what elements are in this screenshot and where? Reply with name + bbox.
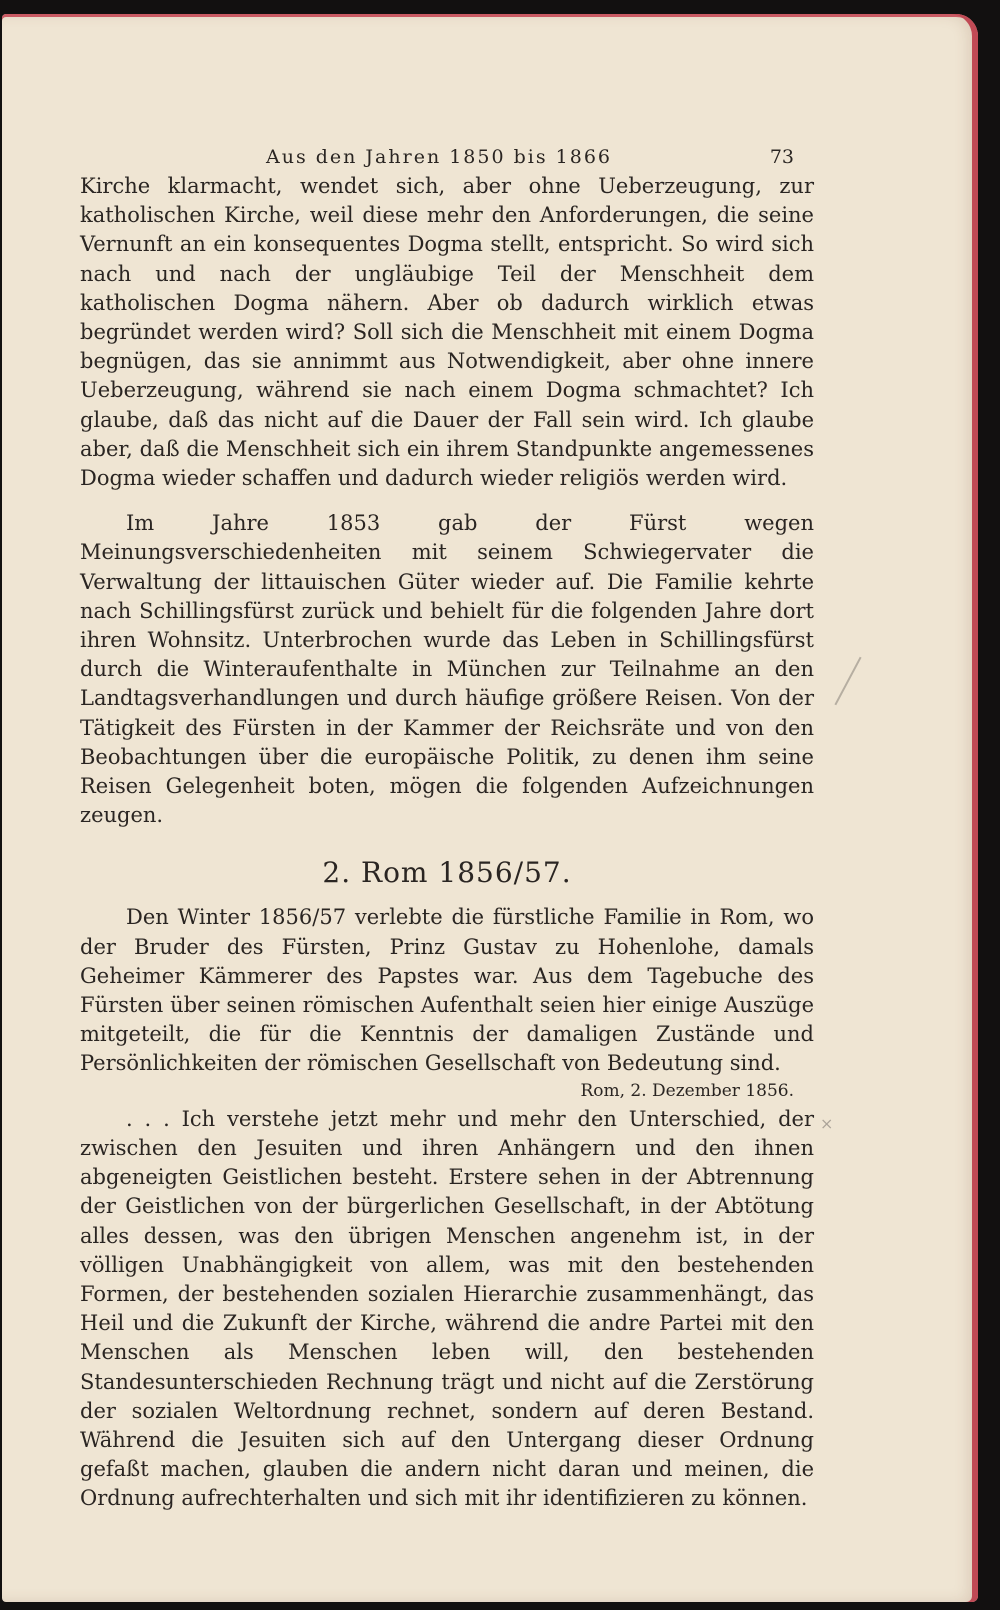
section-intro: Den Winter 1856/57 verlebte die fürstliche Familie in Rom, wo der Bruder des Fürsten, Prinz Gustav zu Hohenlohe, damals Geheimer Kämmerer des Papstes war. Aus dem Tagebuche des Fürsten über seinen römischen Aufenthalt seien hier einige Auszüge mitgeteilt, die für die Kenntnis der damaligen Zustände und Persönlichkeiten der römischen Gesellschaft von Bedeutung sind. (80, 905, 814, 1076)
page-header (80, 134, 814, 172)
pencil-x-mark: × (820, 1114, 834, 1133)
section-heading: 2. Rom 1856/57. (322, 856, 572, 890)
page-number: 73 (769, 146, 794, 168)
running-title: Aus den Jahren 1850 bis 1866 (266, 146, 612, 168)
paragraph-1853: Im Jahre 1853 gab der Fürst wegen Meinungsverschiedenheiten mit seinem Schwiegervater die Verwaltung der littauischen Güter wieder auf. Die Familie kehrte nach Schillingsfürst zurück und behielt für die folgenden Jahre dort ihren Wohnsitz. Unterbrochen wurde das Leben in Schillingsfürst durch die Winteraufenthalte in München zur Teilnahme an den Landtagsverhandlungen und durch häufige größere Reisen. Von der Tätigkeit des Fürsten in der Kammer der Reichsräte und von den Beobachtungen über die europäische Politik, zu denen ihm seine Reisen Gelegenheit boten, mögen die folgenden Aufzeichnungen zeugen. (80, 511, 814, 828)
diary-entry: . . . Ich verstehe jetzt mehr und mehr den Unterschied, der zwischen den Jesuiten und ihren Anhängern und den ihnen abgeneigten Geistlichen besteht. Erstere sehen in der Abtrennung der Geistlichen von der bürgerlichen Gesellschaft, in der Abtötung alles dessen, was den übrigen Menschen angenehm ist, in der völligen Unabhängigkeit von allem, was mit den bestehenden Formen, der bestehenden sozialen Hierarchie zusammenhängt, das Heil und die Zukunft der Kirche, während die andre Partei mit den Menschen als Menschen leben will, den bestehenden Standesunterschieden Rechnung trägt und nicht auf die Zerstörung der sozialen Weltordnung rechnet, sondern auf deren Bestand. Während die Jesuiten sich auf den Untergang dieser Ordnung gefaßt machen, glauben die andern nicht daran und meinen, die Ordnung aufrechterhalten und sich mit ihr identifizieren zu können. (80, 1106, 814, 1511)
diary-dateline: Rom, 2. Dezember 1856. (580, 1080, 794, 1101)
paragraph-continuation: Kirche klarmacht, wendet sich, aber ohne Ueberzeugung, zur katholischen Kirche, weil diese mehr den Anforderungen, die seine Vernunft an ein konsequentes Dogma stellt, entspricht. So wird sich nach und nach der ungläubige Teil der Menschheit dem katholischen Dogma nähern. Aber ob dadurch wirklich etwas begründet werden wird? Soll sich die Menschheit mit einem Dogma begnügen, das sie annimmt aus Notwendigkeit, aber ohne innere Ueberzeugung, während sie nach einem Dogma schmachtet? Ich glaube, daß das nicht auf die Dauer der Fall sein wird. Ich glaube aber, daß die Menschheit sich ein ihrem Standpunkte angemessenes Dogma wieder schaffen und dadurch wieder religiös werden wird. (80, 174, 814, 491)
book-page (2, 14, 978, 1602)
pencil-margin-mark (834, 657, 861, 706)
page-content (80, 134, 814, 1514)
